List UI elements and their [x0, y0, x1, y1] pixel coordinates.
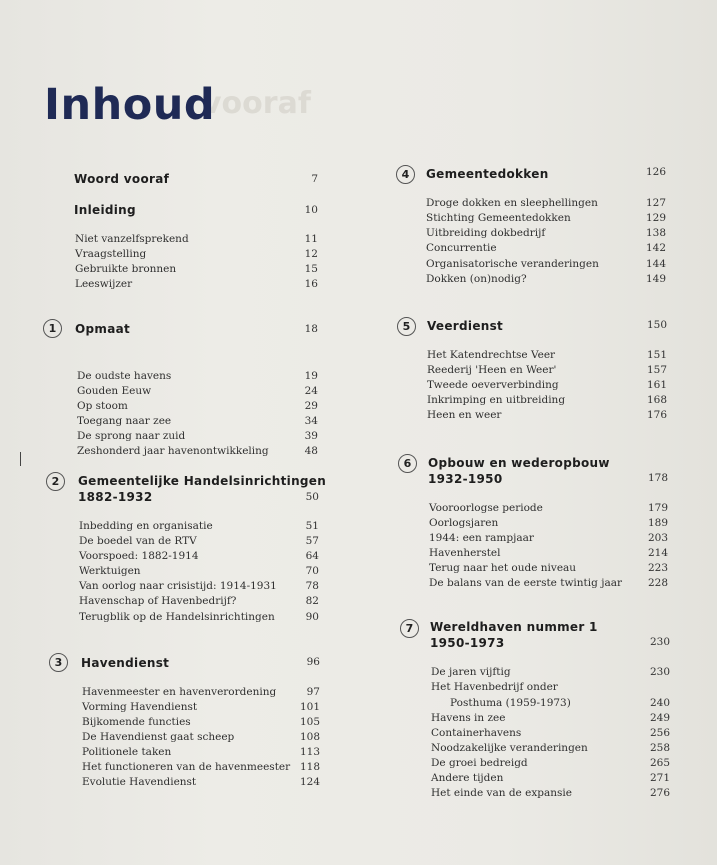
toc-item-page: 265: [649, 757, 670, 769]
toc-item: Voorspoed: 1882-1914: [79, 550, 199, 562]
page-title: Inhoud: [44, 80, 216, 130]
chapter-page: 126: [645, 166, 666, 178]
toc-item: Op stoom: [77, 400, 128, 412]
toc-item-page: 271: [649, 772, 670, 784]
chapter-page: 18: [304, 323, 318, 335]
toc-item-page: 29: [304, 400, 318, 412]
toc-item-page: 258: [649, 742, 670, 754]
toc-item: Heen en weer: [427, 409, 502, 421]
toc-item-page: 203: [647, 532, 668, 544]
toc-item: Andere tijden: [431, 772, 504, 784]
toc-item: Vraagstelling: [75, 248, 147, 260]
toc-item-page: 228: [647, 577, 668, 589]
toc-item: Gouden Eeuw: [77, 385, 152, 397]
toc-item-page: 12: [304, 248, 318, 260]
toc-item-page: 144: [645, 258, 666, 270]
chapter-title: Opbouw en wederopbouw: [428, 456, 610, 470]
toc-item: Droge dokken en sleephellingen: [426, 197, 598, 209]
chapter-page: 50: [305, 491, 319, 503]
toc-item: Het einde van de expansie: [431, 787, 572, 799]
toc-item-page: 138: [645, 227, 666, 239]
toc-item-page: 142: [645, 242, 666, 254]
chapter-title: Opmaat: [75, 322, 131, 336]
chapter-title: Gemeentelijke Handelsinrichtingen: [78, 474, 327, 488]
chapter-number-badge: 7: [400, 619, 419, 638]
toc-item: Toegang naar zee: [77, 415, 172, 427]
toc-item: Evolutie Havendienst: [82, 776, 197, 788]
toc-item-page: 276: [649, 787, 670, 799]
toc-entry-page: 10: [304, 204, 318, 216]
toc-item-page: 179: [647, 502, 668, 514]
toc-item: Noodzakelijke veranderingen: [431, 742, 588, 754]
chapter-number-badge: 5: [397, 317, 416, 336]
toc-item-page: 39: [304, 430, 318, 442]
toc-item: Terug naar het oude niveau: [429, 562, 577, 574]
toc-item: Inbedding en organisatie: [79, 520, 213, 532]
chapter-page: 150: [646, 319, 667, 331]
chapter-number-badge: 1: [43, 319, 62, 338]
toc-item-page: 48: [304, 445, 318, 457]
toc-item: Havenschap of Havenbedrijf?: [79, 595, 237, 607]
toc-item: Van oorlog naar crisistijd: 1914-1931: [79, 580, 277, 592]
toc-item-page: 214: [647, 547, 668, 559]
toc-item: Gebruikte bronnen: [75, 263, 177, 275]
toc-item-page: 129: [645, 212, 666, 224]
toc-item: Uitbreiding dokbedrijf: [426, 227, 546, 239]
toc-item-page: 161: [646, 379, 667, 391]
toc-item-page: 223: [647, 562, 668, 574]
toc-item-page: 78: [305, 580, 319, 592]
toc-item-page: 64: [305, 550, 319, 562]
toc-entry-title: Woord vooraf: [74, 172, 170, 186]
toc-item-page: 97: [306, 686, 320, 698]
toc-item: Havenmeester en havenverordening: [82, 686, 277, 698]
toc-item-page: 230: [649, 666, 670, 678]
toc-item: Vorming Havendienst: [82, 701, 198, 713]
chapter-title: Veerdienst: [427, 319, 504, 333]
chapter-subtitle: 1932-1950: [428, 472, 503, 486]
toc-item-page: 168: [646, 394, 667, 406]
chapter-title: Gemeentedokken: [426, 167, 549, 181]
toc-item: Het functioneren van de havenmeester: [82, 761, 291, 773]
toc-item: Het Havenbedrijf onder: [431, 681, 558, 693]
toc-item: Inkrimping en uitbreiding: [427, 394, 566, 406]
chapter-page: 230: [649, 636, 670, 648]
toc-item: Terugblik op de Handelsinrichtingen: [79, 611, 275, 623]
toc-item: Concurrentie: [426, 242, 497, 254]
bleed-through-text: vooraf: [202, 86, 311, 121]
toc-item-page: 51: [305, 520, 319, 532]
chapter-subtitle: 1882-1932: [78, 490, 153, 504]
toc-item-page: 90: [305, 611, 319, 623]
chapter-subtitle: 1950-1973: [430, 636, 505, 650]
toc-item: Containerhavens: [431, 727, 522, 739]
chapter-page: 96: [306, 656, 320, 668]
toc-item-page: 15: [304, 263, 318, 275]
toc-item-page: 157: [646, 364, 667, 376]
chapter-number-badge: 4: [396, 165, 415, 184]
toc-item-page: 151: [646, 349, 667, 361]
toc-item: Zeshonderd jaar havenontwikkeling: [77, 445, 269, 457]
toc-item-page: 256: [649, 727, 670, 739]
toc-item: Tweede oeververbinding: [427, 379, 559, 391]
toc-item: Niet vanzelfsprekend: [75, 233, 189, 245]
toc-item: Havens in zee: [431, 712, 506, 724]
toc-item: Leeswijzer: [75, 278, 133, 290]
toc-item: Vooroorlogse periode: [429, 502, 543, 514]
toc-item: De balans van de eerste twintig jaar: [429, 577, 622, 589]
toc-item: Stichting Gemeentedokken: [426, 212, 571, 224]
toc-item: Dokken (on)nodig?: [426, 273, 527, 285]
chapter-title: Wereldhaven nummer 1: [430, 620, 598, 634]
toc-item-page: 105: [299, 716, 320, 728]
toc-item-page: 82: [305, 595, 319, 607]
toc-item: Het Katendrechtse Veer: [427, 349, 556, 361]
toc-item: Organisatorische veranderingen: [426, 258, 599, 270]
margin-mark: [20, 452, 21, 466]
chapter-number-badge: 2: [46, 472, 65, 491]
toc-item-page: 70: [305, 565, 319, 577]
toc-item-page: 249: [649, 712, 670, 724]
toc-item-page: 127: [645, 197, 666, 209]
toc-item: De oudste havens: [77, 370, 172, 382]
toc-item: Werktuigen: [79, 565, 141, 577]
toc-entry-page: 7: [311, 173, 318, 185]
toc-item: Oorlogsjaren: [429, 517, 499, 529]
toc-item-page: 189: [647, 517, 668, 529]
toc-item: De boedel van de RTV: [79, 535, 197, 547]
toc-item: Havenherstel: [429, 547, 501, 559]
toc-item-page: 19: [304, 370, 318, 382]
toc-item-page: 24: [304, 385, 318, 397]
toc-item-page: 11: [304, 233, 318, 245]
chapter-page: 178: [647, 472, 668, 484]
toc-item-page: 124: [299, 776, 320, 788]
toc-item-page: 149: [645, 273, 666, 285]
toc-item: 1944: een rampjaar: [429, 532, 534, 544]
toc-item-page: 240: [649, 697, 670, 709]
toc-item: Posthuma (1959-1973): [450, 697, 571, 709]
chapter-number-badge: 3: [49, 653, 68, 672]
toc-item: Politionele taken: [82, 746, 172, 758]
toc-entry-title: Inleiding: [74, 203, 136, 217]
toc-item: De Havendienst gaat scheep: [82, 731, 235, 743]
toc-item-page: 57: [305, 535, 319, 547]
toc-item-page: 118: [299, 761, 320, 773]
toc-item-page: 108: [299, 731, 320, 743]
toc-item-page: 101: [299, 701, 320, 713]
toc-item: De jaren vijftig: [431, 666, 511, 678]
toc-item: Reederij 'Heen en Weer': [427, 364, 557, 376]
chapter-number-badge: 6: [398, 454, 417, 473]
toc-item-page: 34: [304, 415, 318, 427]
toc-item-page: 113: [299, 746, 320, 758]
toc-item-page: 176: [646, 409, 667, 421]
toc-item: Bijkomende functies: [82, 716, 191, 728]
chapter-title: Havendienst: [81, 656, 170, 670]
toc-item-page: 16: [304, 278, 318, 290]
toc-item: De sprong naar zuid: [77, 430, 186, 442]
toc-item: De groei bedreigd: [431, 757, 528, 769]
